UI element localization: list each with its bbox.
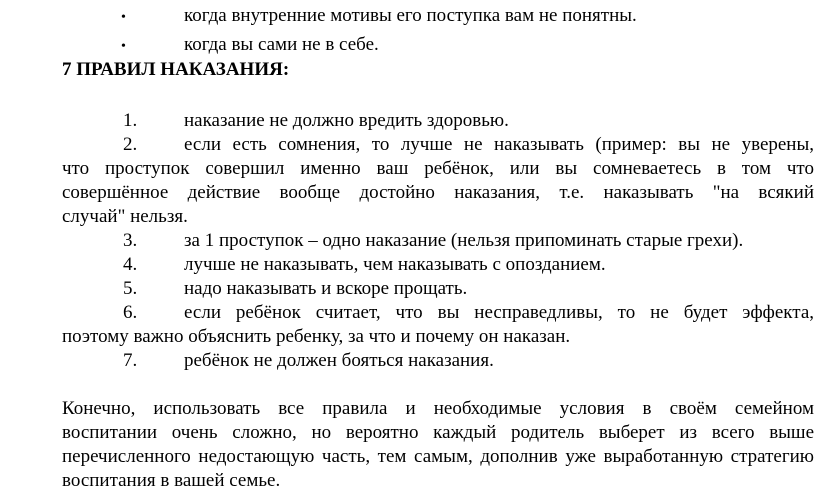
conclusion-line: воспитания в вашей семье. bbox=[62, 470, 281, 491]
rule-text-line: совершённое действие вообще достойно наказания, т.е. наказывать "на всякий bbox=[62, 182, 814, 203]
section-heading: 7 ПРАВИЛ НАКАЗАНИЯ: bbox=[62, 59, 290, 80]
bullet-item-text: когда вы сами не в себе. bbox=[184, 34, 379, 55]
rule-text: надо наказывать и вскоре прощать. bbox=[184, 278, 468, 299]
rule-text-line: если есть сомнения, то лучше не наказывать (пример: вы не уверены, bbox=[184, 134, 814, 155]
rule-text-line: поэтому важно объяснить ребенку, за что и почему он наказан. bbox=[62, 326, 571, 347]
rule-text: лучше не наказывать, чем наказывать с опозданием. bbox=[184, 254, 606, 275]
conclusion-line: Конечно, использовать все правила и необходимые условия в своём семейном bbox=[62, 398, 814, 419]
bullet-item-text: когда внутренние мотивы его поступка вам не понятны. bbox=[184, 5, 637, 26]
bullet-marker: • bbox=[121, 10, 126, 25]
rule-number: 1. bbox=[123, 110, 138, 131]
rule-text: ребёнок не должен бояться наказания. bbox=[184, 350, 494, 371]
rule-text: за 1 проступок – одно наказание (нельзя припоминать старые грехи). bbox=[184, 230, 744, 251]
conclusion-line: воспитании очень сложно, но вероятно каждый родитель выберет из всего выше bbox=[62, 422, 814, 443]
rule-number: 2. bbox=[123, 134, 138, 155]
rule-number: 4. bbox=[123, 254, 138, 275]
rule-number: 5. bbox=[123, 278, 138, 299]
rule-number: 6. bbox=[123, 302, 138, 323]
rule-text-line: случай" нельзя. bbox=[62, 206, 188, 227]
rule-text-line: что проступок совершил именно ваш ребёнок, или вы сомневаетесь в том что bbox=[62, 158, 814, 179]
conclusion-line: перечисленного недостающую часть, тем самым, дополнив уже выработанную стратегию bbox=[62, 446, 814, 467]
bullet-marker: • bbox=[121, 39, 126, 54]
rule-text-line: если ребёнок считает, что вы несправедливы, то не будет эффекта, bbox=[184, 302, 814, 323]
rule-number: 3. bbox=[123, 230, 138, 251]
rule-text: наказание не должно вредить здоровью. bbox=[184, 110, 509, 131]
rule-number: 7. bbox=[123, 350, 138, 371]
